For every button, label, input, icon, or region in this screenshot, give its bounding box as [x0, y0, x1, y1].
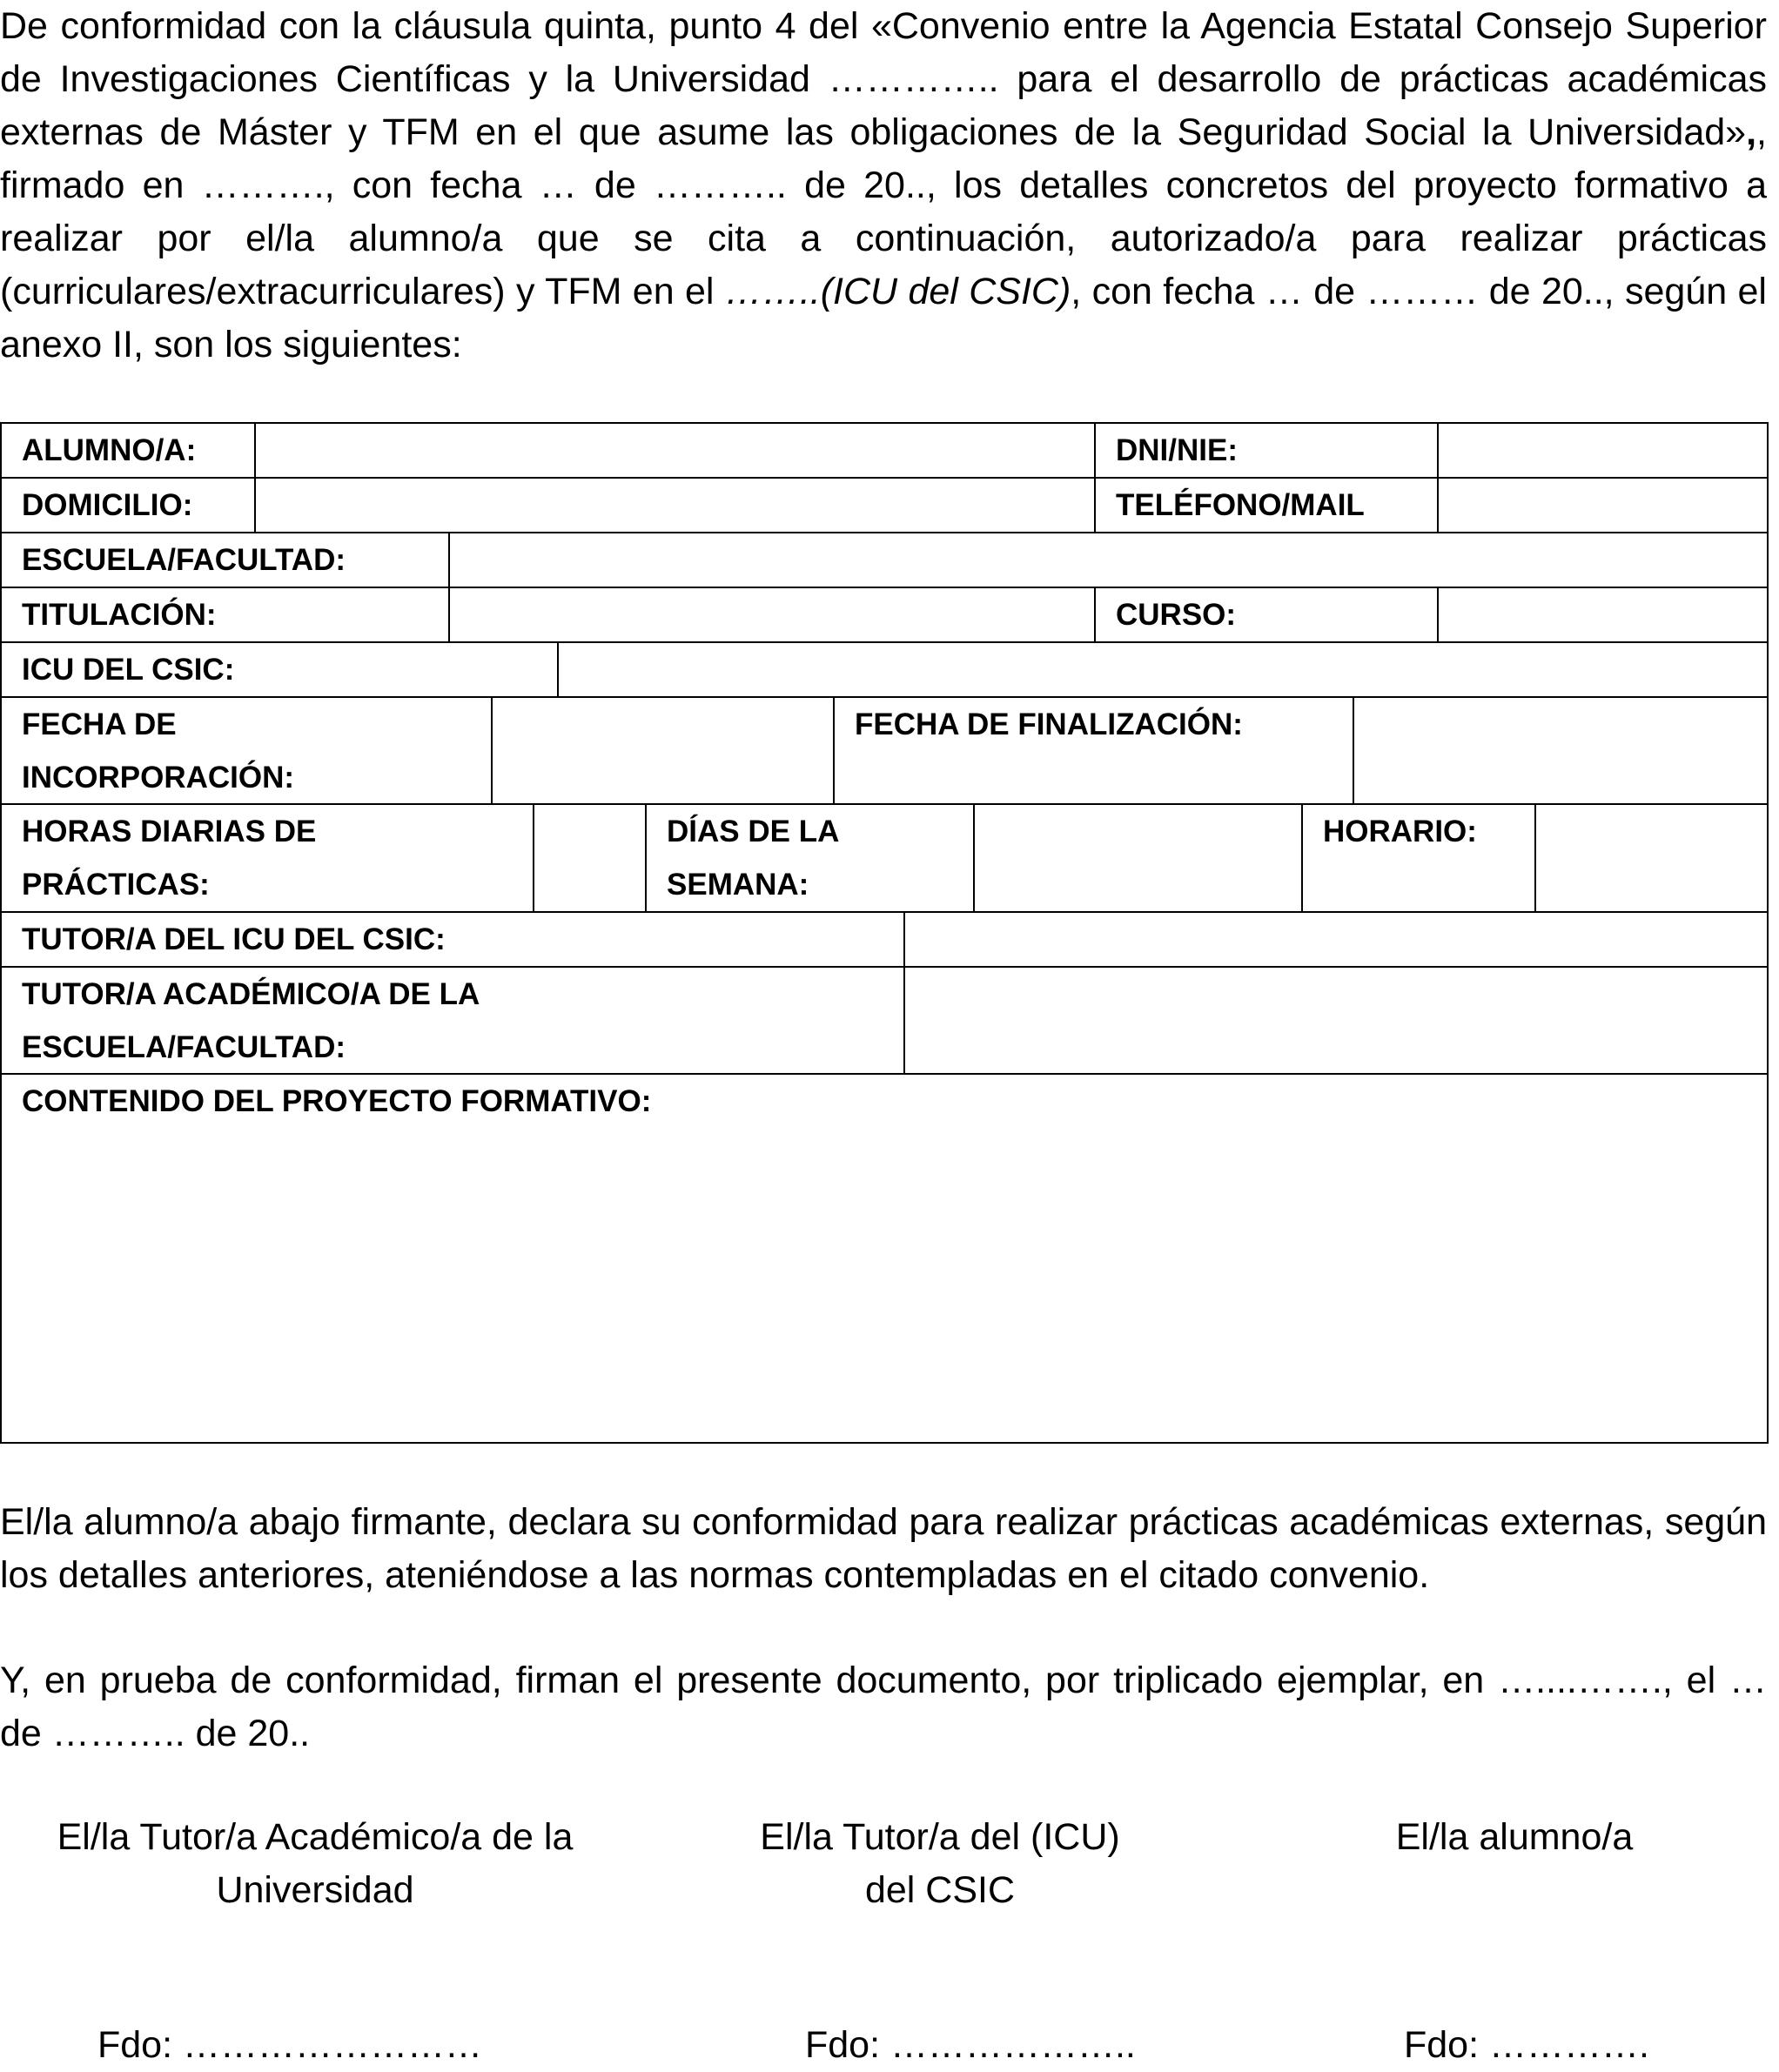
- row-domicilio: [2, 479, 1767, 533]
- field-horas[interactable]: [533, 805, 645, 911]
- label-contenido: CONTENIDO DEL PROYECTO FORMATIVO:: [22, 1084, 652, 1118]
- label-horas-line2: PRÁCTICAS:: [22, 868, 210, 902]
- intro-paragraph: De conformidad con la cláusula quinta, punto 4 del «Convenio entre la Agencia Estatal Consejo Superior de Investigaciones Científicas y la Universidad ………….. para el desarrollo de prácticas académicas externas de Máster y TFM en el que asume las obligaciones de la Seguridad Social la Universidad»,, firmado en ………., con fecha … de ……….. de 20.., los detalles concretos del proyecto formativo a realizar por el/la alumno/a que se cita a continuación, autorizado/a para realizar prácticas (curriculares/extracurriculares) y TFM en el ……..(ICU del CSIC), con fecha … de ……… de 20.., según el anexo II, son los siguientes:: [0, 5, 1767, 365]
- label-tutor-academico-line2: ESCUELA/FACULTAD:: [22, 1030, 346, 1064]
- label-dias-line1: DÍAS DE LA: [667, 815, 840, 848]
- declaration-paragraph: El/la alumno/a abajo firmante, declara su conformidad para realizar prácticas académicas externas, según los detalles anteriores, ateniéndose a las normas contempladas en el citado convenio.: [0, 1501, 1767, 1596]
- row-contenido: [2, 1075, 1767, 1442]
- field-icu[interactable]: [557, 643, 1767, 696]
- conformity-paragraph: Y, en prueba de conformidad, firman el presente documento, por triplicado ejemplar, en …....……., el … de ……….. de 20..: [0, 1660, 1767, 1754]
- intro-text-1: De conformidad con la cláusula quinta, punto 4 del «Convenio entre la Agencia Estatal Consejo Superior de Investigaciones Científicas y la Universidad ………….. para el desarrollo de prácticas académicas externas de Máster y TFM en el que asume las obligaciones de la Seguridad Social la Universidad»: [0, 5, 1767, 153]
- intro-text-2: , firmado en ………., con fecha … de ……….. de 20.., los detalles concretos del proyecto formativo a realizar por el/la alumno/a que se cita a continuación, autorizado/a para realizar prácticas (curriculares/extracurriculares) y TFM en el: [0, 111, 1767, 312]
- label-tutor-academico: [2, 968, 903, 1073]
- signature-student-line1: El/la alumno/a: [1395, 1816, 1634, 1858]
- label-telefono: TELÉFONO/MAIL: [1094, 479, 1437, 532]
- fdo-academic: Fdo: ……………………: [97, 2024, 482, 2066]
- label-horas-line1: HORAS DIARIAS DE: [22, 815, 317, 848]
- row-icu: [2, 643, 1767, 698]
- row-titulacion: [2, 588, 1767, 643]
- signature-icu-tutor: [679, 1811, 1201, 1917]
- label-fecha-incorporacion-line1: FECHA DE: [22, 707, 177, 741]
- label-titulacion: TITULACIÓN:: [22, 598, 217, 632]
- label-tutor-academico-line1: TUTOR/A ACADÉMICO/A DE LA: [22, 977, 480, 1011]
- fdo-student: Fdo: ………….: [1404, 2024, 1649, 2066]
- field-fecha-incorporacion[interactable]: [491, 698, 833, 803]
- label-fecha-finalizacion: FECHA DE FINALIZACIÓN:: [833, 698, 1353, 803]
- row-alumno: [2, 424, 1767, 479]
- fdo-icu: Fdo: ………………..: [805, 2024, 1136, 2066]
- row-horas: [2, 805, 1767, 913]
- label-curso: CURSO:: [1094, 588, 1437, 641]
- project-form-table: [0, 422, 1769, 1444]
- label-escuela: ESCUELA/FACULTAD:: [22, 543, 346, 577]
- field-curso[interactable]: [1437, 588, 1767, 641]
- field-escuela[interactable]: [448, 533, 1767, 587]
- field-dias[interactable]: [973, 805, 1301, 911]
- signature-icu-line2: del CSIC: [864, 1869, 1016, 1911]
- field-fecha-finalizacion[interactable]: [1353, 698, 1767, 803]
- label-tutor-icu: TUTOR/A DEL ICU DEL CSIC:: [22, 922, 446, 956]
- signature-icu-line1: El/la Tutor/a del (ICU): [760, 1816, 1120, 1858]
- field-contenido[interactable]: [2, 1075, 1767, 1442]
- label-dni: DNI/NIE:: [1094, 424, 1437, 477]
- field-dni[interactable]: [1437, 424, 1767, 477]
- intro-icu-italic: ……..(ICU del CSIC): [724, 271, 1071, 312]
- signature-academic-line2: Universidad: [216, 1869, 414, 1911]
- label-alumno: ALUMNO/A:: [22, 433, 197, 467]
- label-dias: [645, 805, 973, 911]
- label-icu: ICU DEL CSIC:: [22, 653, 235, 687]
- row-tutor-icu: [2, 913, 1767, 968]
- field-alumno[interactable]: [254, 424, 1094, 477]
- field-telefono[interactable]: [1437, 479, 1767, 532]
- label-domicilio: DOMICILIO:: [22, 488, 193, 522]
- signature-academic-line1: El/la Tutor/a Académico/a de la: [57, 1816, 574, 1858]
- signature-academic-tutor: [26, 1811, 604, 1917]
- intro-text-3: , con fecha … de ……… de 20.., según el anexo II, son los siguientes:: [0, 271, 1767, 365]
- field-titulacion[interactable]: [448, 588, 1094, 641]
- row-fechas: [2, 698, 1767, 805]
- label-fecha-incorporacion: [2, 698, 491, 803]
- field-domicilio[interactable]: [254, 479, 1094, 532]
- row-escuela: [2, 533, 1767, 588]
- signature-student: [1306, 1811, 1723, 1864]
- field-tutor-academico[interactable]: [903, 968, 1767, 1073]
- label-horas: [2, 805, 533, 911]
- label-horario: HORARIO:: [1301, 805, 1534, 911]
- field-tutor-icu[interactable]: [903, 913, 1767, 966]
- row-tutor-academico: [2, 968, 1767, 1075]
- label-dias-line2: SEMANA:: [667, 868, 809, 902]
- label-fecha-incorporacion-line2: INCORPORACIÓN:: [22, 761, 295, 795]
- field-horario[interactable]: [1534, 805, 1767, 911]
